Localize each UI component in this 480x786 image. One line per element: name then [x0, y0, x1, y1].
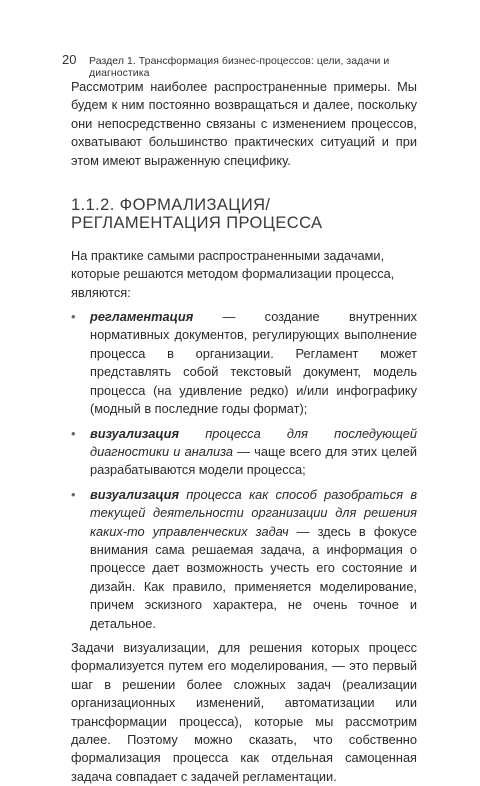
- lead-paragraph: На практике самыми распространенными задачами, которые решаются методом формализации процесса, являются:: [71, 247, 395, 300]
- running-head: Раздел 1. Трансформация бизнес-процессов: цели, задачи и диагностика: [89, 55, 390, 79]
- list-item: [71, 486, 417, 633]
- bullet-icon: •: [71, 486, 76, 502]
- closing-paragraph: Задачи визуализации, для решения которых процесс формализуется путем его моделирования, — это первый шаг в решении более сложных задач (реализации организационных изменений, автоматизации или трансформации процесса), которые мы рассмотрим далее. Поэтому можно сказать, что собственно формализация процесса как отдельная самоценная задача совпадает с задачей регламентации.: [71, 639, 417, 784]
- bullet-icon: •: [71, 309, 76, 325]
- bullet-icon: •: [71, 425, 76, 441]
- list-item-italic: процесса для последующей диагностики и анализа: [90, 425, 417, 459]
- list-item-text: — здесь в фокусе внимания сама решаемая задача, а информация о процессе дает возможность учесть его состояние и дизайн. Как правило, применяется моделирование, причем эскизного характера, не очень точное и детальное.: [90, 523, 417, 631]
- list-item: [71, 425, 417, 480]
- list-item-term: регламентация: [90, 309, 194, 325]
- list-item-text: — чаще всего для этих целей разрабатываются модели процесса;: [90, 443, 418, 478]
- list-item: [71, 308, 417, 418]
- page-content: [71, 78, 417, 786]
- list-item-text: — создание внутренних нормативных документов, регулирующих выполнение процесса в организации. Регламент может представлять собой текстовый документ, модель процесса (на удивление редко) и/или инфографику (модный в последние годы формат);: [90, 309, 417, 417]
- list-item-term: визуализация: [90, 425, 180, 441]
- intro-paragraph: Рассмотрим наиболее распространенные примеры. Мы будем к ним постоянно возвращаться и далее, поскольку они непосредственно связаны с изменением процессов, охватывают большинство практических ситуаций и при этом имеют выраженную специфику.: [71, 79, 417, 168]
- list-item-italic: процесса как способ разобраться в текущей деятельности организации для решения каких-то управленческих задач: [90, 486, 417, 539]
- list-item-term: визуализация: [90, 486, 180, 502]
- page-header: [62, 52, 440, 79]
- task-list: [71, 308, 417, 633]
- section-title: 1.1.2. ФОРМАЛИЗАЦИЯ/РЕГЛАМЕНТАЦИЯ ПРОЦЕССА: [71, 196, 323, 233]
- page-number: 20: [62, 52, 77, 67]
